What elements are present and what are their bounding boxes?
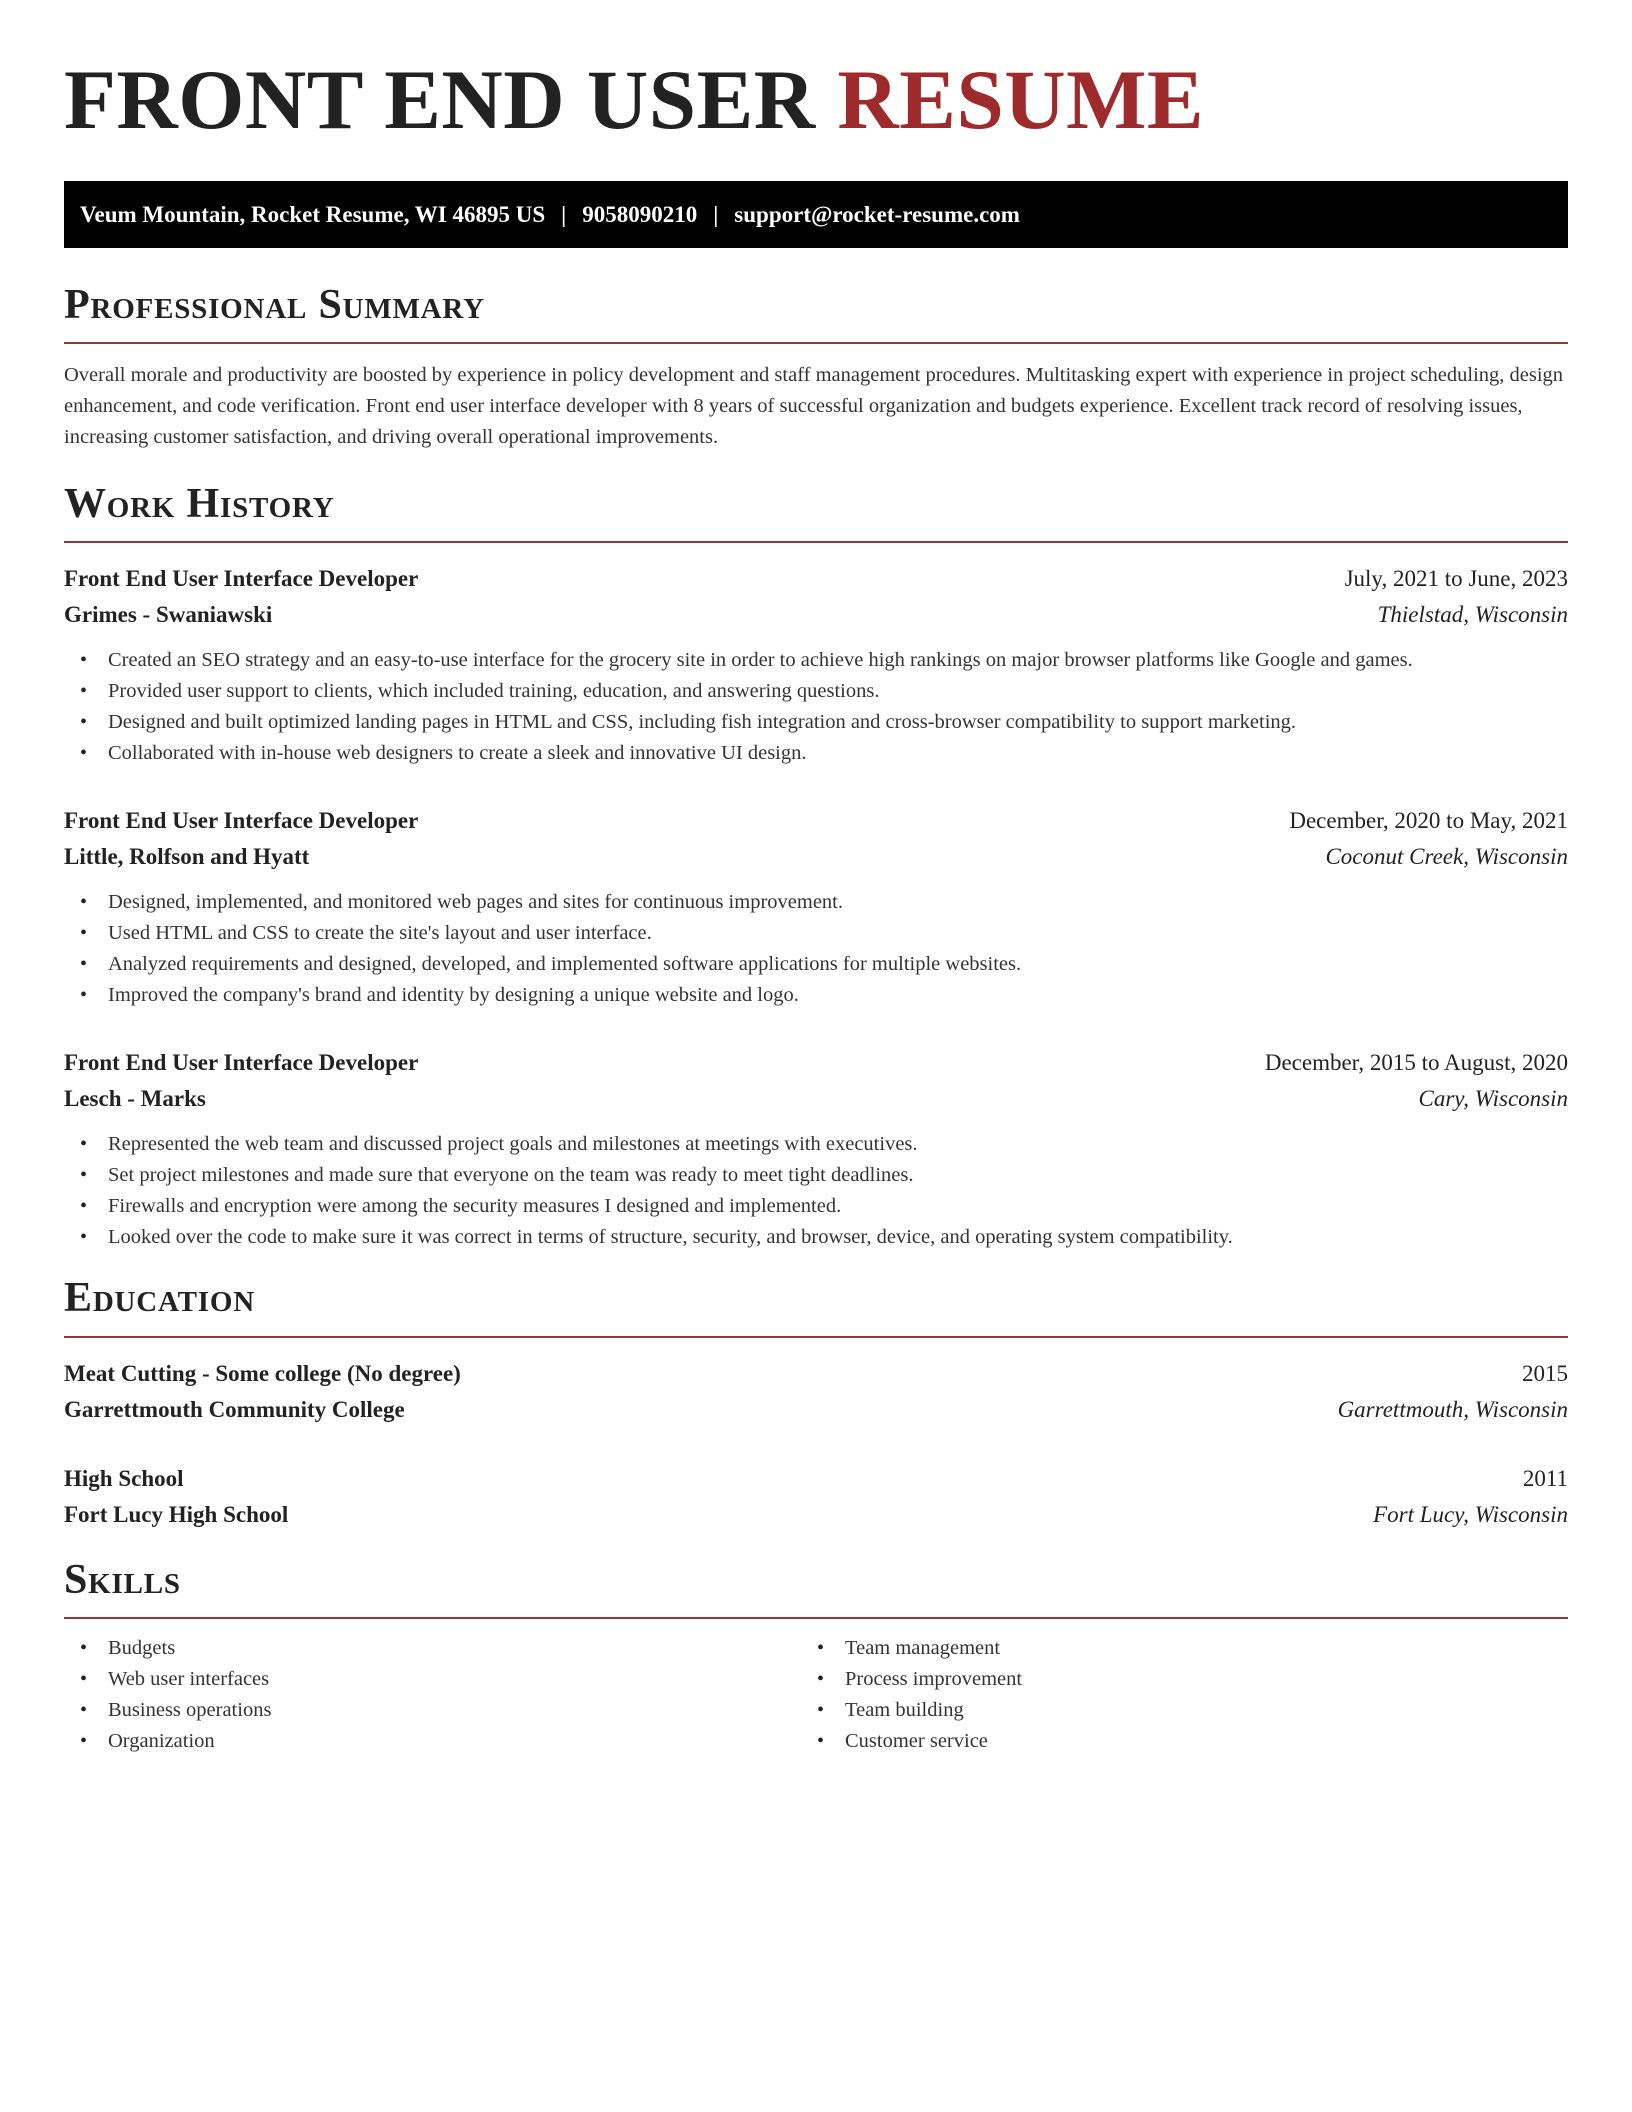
job-company-row: [64, 839, 1568, 875]
contact-separator: |: [561, 201, 567, 227]
job-title-row: [64, 561, 1568, 597]
education-location: Fort Lucy, Wisconsin: [1373, 1501, 1568, 1527]
contact-bar: [64, 181, 1568, 248]
job-title: Front End User Interface Developer: [64, 1050, 419, 1076]
section-divider: [64, 1336, 1568, 1338]
skills-column-right: [801, 1633, 1538, 1757]
education-location: Garrettmouth, Wisconsin: [1337, 1396, 1568, 1422]
job-location: Cary, Wisconsin: [1418, 1086, 1568, 1112]
job-company-row: [64, 1081, 1568, 1117]
job-bullets: [64, 645, 1568, 769]
job-dates: December, 2015 to August, 2020: [1264, 1050, 1568, 1076]
education-degree: High School: [64, 1465, 184, 1491]
job-bullet: • Set project milestones and made sure that everyone on the team was ready to meet tight deadlines.: [64, 1160, 1568, 1191]
job-title: Front End User Interface Developer: [64, 566, 419, 592]
section-divider: [64, 541, 1568, 543]
job-entry: [64, 1045, 1568, 1253]
skill-item: • Team building: [801, 1695, 1538, 1726]
job-company: Grimes - Swaniawski: [64, 602, 273, 628]
skills-grid: [64, 1633, 1568, 1757]
skill-item: • Team management: [801, 1633, 1538, 1664]
job-bullet: • Used HTML and CSS to create the site's layout and user interface.: [64, 918, 1568, 949]
job-bullet: • Designed, implemented, and monitored web pages and sites for continuous improvement.: [64, 887, 1568, 918]
job-company: Lesch - Marks: [64, 1086, 206, 1112]
education-degree-row: [64, 1461, 1568, 1497]
skills-column-left: [64, 1633, 801, 1757]
skill-item: • Customer service: [801, 1726, 1538, 1757]
job-entry: [64, 803, 1568, 1011]
contact-separator: |: [713, 201, 719, 227]
job-title-row: [64, 803, 1568, 839]
skill-item: • Process improvement: [801, 1664, 1538, 1695]
skill-item: • Web user interfaces: [64, 1664, 801, 1695]
job-bullets: [64, 887, 1568, 1011]
resume-title: [64, 53, 1568, 147]
section-heading-skills: Skills: [64, 1556, 181, 1603]
section-heading-work: Work History: [64, 481, 335, 528]
contact-email: support@rocket-resume.com: [734, 201, 1020, 227]
education-section: [64, 1275, 1568, 1532]
education-year: 2015: [1522, 1360, 1568, 1386]
contact-phone: 9058090210: [582, 201, 698, 227]
education-year: 2011: [1522, 1465, 1568, 1491]
section-divider: [64, 1617, 1568, 1619]
education-entry: [64, 1356, 1568, 1428]
education-degree-row: [64, 1356, 1568, 1392]
summary-text: Overall morale and productivity are boosted by experience in policy development and staff management procedures. Multitasking expert with experience in project scheduling, design enhancement, and code verification. Front end user interface developer with 8 years of successful organization and budgets experience. Excellent track record of resolving issues, increasing customer satisfaction, and driving overall operational improvements.: [64, 364, 1564, 449]
professional-summary-section: [64, 282, 1568, 453]
education-entry: [64, 1461, 1568, 1533]
job-dates: July, 2021 to June, 2023: [1344, 566, 1568, 592]
education-school: Garrettmouth Community College: [64, 1396, 405, 1422]
job-dates: December, 2020 to May, 2021: [1289, 808, 1568, 834]
job-title: Front End User Interface Developer: [64, 808, 419, 834]
job-bullet: • Collaborated with in-house web designers to create a sleek and innovative UI design.: [64, 738, 1568, 769]
contact-address: Veum Mountain, Rocket Resume, WI 46895 US: [80, 201, 546, 227]
job-bullet: • Analyzed requirements and designed, developed, and implemented software applications for multiple websites.: [64, 949, 1568, 980]
job-bullet: • Designed and built optimized landing pages in HTML and CSS, including fish integration and cross-browser compatibility to support marketing.: [64, 707, 1568, 738]
skills-section: [64, 1557, 1568, 1757]
section-divider: [64, 342, 1568, 344]
job-bullet: • Looked over the code to make sure it was correct in terms of structure, security, and browser, device, and operating system compatibility.: [64, 1222, 1568, 1253]
section-heading-summary: Professional Summary: [64, 282, 485, 328]
title-accent: RESUME: [837, 53, 1205, 147]
education-school-row: [64, 1392, 1568, 1428]
skill-item: • Budgets: [64, 1633, 801, 1664]
skill-item: • Organization: [64, 1726, 801, 1757]
education-school-row: [64, 1497, 1568, 1533]
skill-item: • Business operations: [64, 1695, 801, 1726]
job-bullet: • Created an SEO strategy and an easy-to-use interface for the grocery site in order to achieve high rankings on major browser platforms like Google and games.: [64, 645, 1568, 676]
work-history-section: [64, 481, 1568, 1253]
job-bullet: • Improved the company's brand and identity by designing a unique website and logo.: [64, 980, 1568, 1011]
job-location: Coconut Creek, Wisconsin: [1325, 844, 1568, 870]
job-bullet: • Firewalls and encryption were among the security measures I designed and implemented.: [64, 1191, 1568, 1222]
section-heading-education: Education: [64, 1275, 255, 1322]
job-entry: [64, 561, 1568, 769]
job-location: Thielstad, Wisconsin: [1377, 602, 1568, 628]
education-degree: Meat Cutting - Some college (No degree): [64, 1360, 461, 1386]
job-bullets: [64, 1129, 1568, 1253]
job-company: Little, Rolfson and Hyatt: [64, 844, 310, 870]
job-bullet: • Represented the web team and discussed project goals and milestones at meetings with executives.: [64, 1129, 1568, 1160]
job-title-row: [64, 1045, 1568, 1081]
title-main: FRONT END USER: [64, 53, 816, 147]
job-bullet: • Provided user support to clients, which included training, education, and answering questions.: [64, 676, 1568, 707]
education-school: Fort Lucy High School: [64, 1501, 289, 1527]
job-company-row: [64, 597, 1568, 633]
